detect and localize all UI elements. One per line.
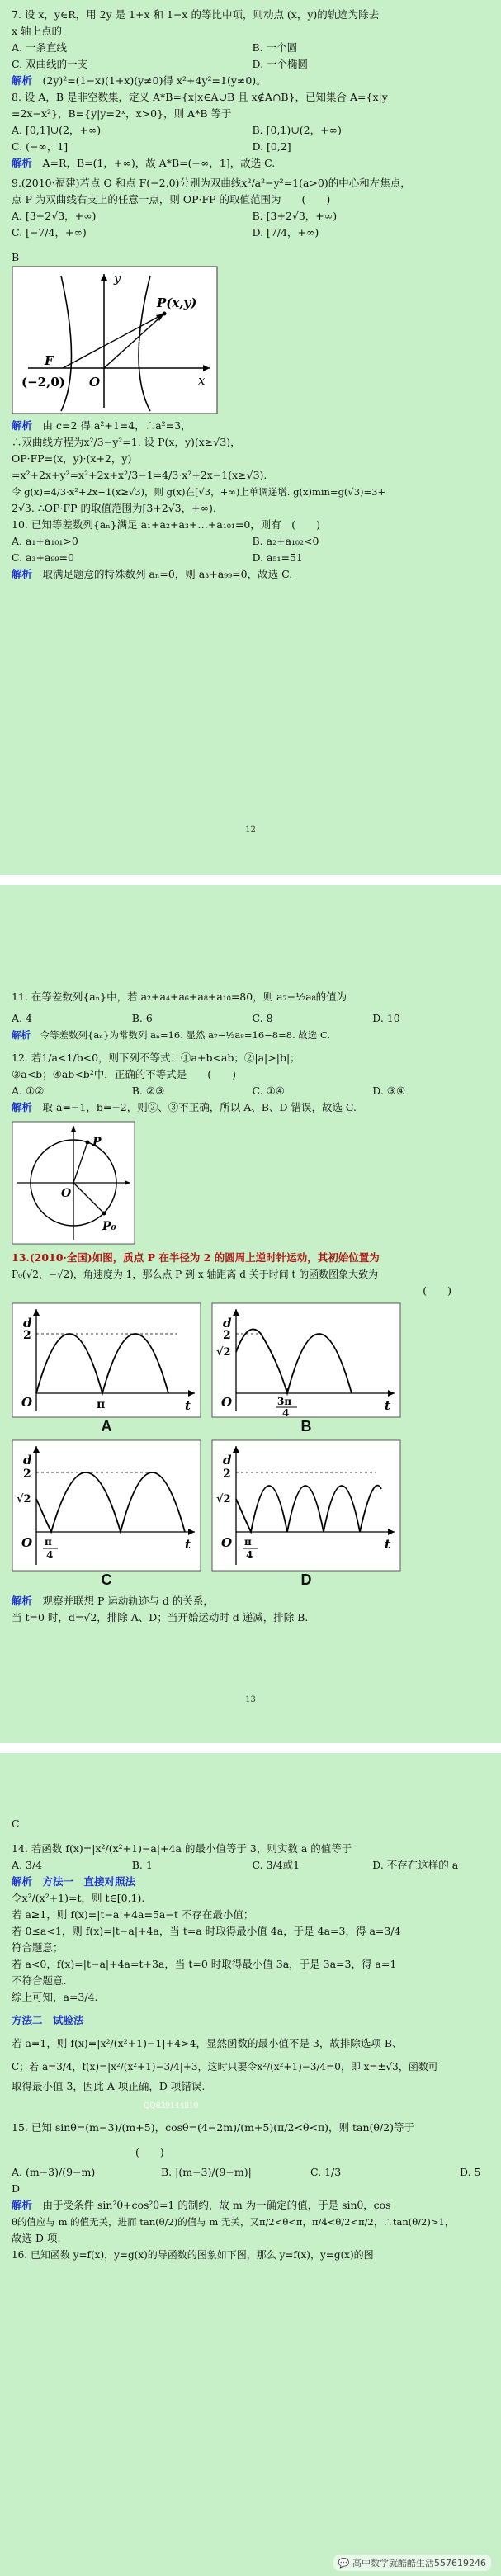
- option: C. ①④: [252, 1085, 285, 1097]
- q11-options: [12, 1010, 493, 1027]
- q14-solution-6: 不符合题意.: [12, 1974, 67, 1987]
- solution-label: 解析: [12, 157, 33, 169]
- graph-a: [12, 1302, 201, 1418]
- solution-text: 观察并联想 P 运动轨迹与 d 的关系，: [42, 1595, 214, 1607]
- option: A. 4: [12, 1012, 32, 1024]
- question-12: 12. 若1/a<1/b<0，则下列不等式：①a+b<ab；②|a|>|b|；: [12, 1052, 300, 1064]
- option: C. 8: [252, 1012, 273, 1024]
- solution-label: 解析: [12, 1029, 31, 1041]
- option: D. [0,2]: [252, 140, 291, 153]
- solution-label: 解析: [12, 2199, 33, 2211]
- y-tick-sqrt2: √2: [17, 1493, 31, 1505]
- q13-solution-2: 当 t=0 时，d=√2，排除 A、D；当开始运动时 d 递减，排除 B.: [12, 1611, 309, 1624]
- q13-solution: [12, 1593, 493, 1609]
- t-axis-label: t: [385, 1537, 390, 1552]
- method-title: 方法一 直接对照法: [42, 1875, 136, 1888]
- q15-solution-1: [12, 2197, 493, 2214]
- graph-d: [211, 1439, 401, 1572]
- solution-text: 由 c=2 得 a²+1=4，∴a²=3，: [42, 419, 191, 432]
- option: A. ①②: [12, 1085, 45, 1097]
- graph-b-label: B: [300, 1418, 312, 1435]
- graph-c: [12, 1439, 201, 1572]
- q9-options-2: [12, 225, 493, 241]
- q15-solution-2: θ的值应与 m 的值无关，进而 tan(θ/2)的值与 m 无关，又π/2<θ<π，π/4<θ/2<π/2，∴tan(θ/2)>1，: [12, 2216, 455, 2228]
- q9-solution-4: =x²+2x+y²=x²+2x+x²/3−1=4/3·x²+2x−1(x≥√3).: [12, 469, 267, 481]
- t-axis-label: t: [185, 1398, 191, 1413]
- option: B. a₂+a₁₀₂<0: [252, 535, 319, 547]
- solution-text: 令等差数列{aₙ}为常数列 aₙ=16. 显然 a₇−½a₈=16−8=8. 故选 C.: [40, 1029, 331, 1041]
- page-gap: [0, 875, 501, 885]
- d-axis-label: d: [23, 1316, 32, 1331]
- option: A. [0,1]∪(2，+∞): [12, 124, 102, 136]
- origin-label: O: [21, 1535, 33, 1550]
- t-axis-label: t: [385, 1398, 390, 1413]
- x-axis-label: x: [198, 373, 206, 388]
- point-p0-label: P₀: [102, 1220, 116, 1233]
- page-13: [0, 885, 501, 1743]
- option: A. [3−2√3，+∞): [12, 210, 97, 222]
- d-axis-label: d: [223, 1453, 232, 1468]
- solution-text: 由于受条件 sin²θ+cos²θ=1 的制约，故 m 为一确定的值，于是 sinθ，cos: [42, 2199, 391, 2211]
- q9-options: [12, 208, 493, 225]
- watermark-text: 高中数学就酷酷生活557619246: [352, 2558, 486, 2569]
- page-number: 13: [245, 1695, 256, 1704]
- q14-solution-9: C；若 a=3/4，f(x)=|x²/(x²+1)−3/4|+3，这时只要令x²/(x²+1)−3/4=0，即 x=±√3，函数可: [12, 2061, 438, 2073]
- y-axis-label: y: [114, 271, 121, 286]
- q9-solution-2: ∴双曲线方程为x²/3−y²=1. 设 P(x，y)(x≥√3)，: [12, 436, 241, 448]
- page-14: [0, 1753, 501, 2576]
- y-tick-2: 2: [23, 1468, 31, 1481]
- q15-solution-3: 故选 D 项.: [12, 2232, 61, 2244]
- question-9: 9.(2010·福建)若点 O 和点 F(−2,0)分别为双曲线x²/a²−y²=1(a>0)的中心和左焦点，: [12, 177, 411, 189]
- option: C. 3/4或1: [252, 1859, 300, 1871]
- origin-label: O: [221, 1395, 233, 1410]
- point-p-label: P(x,y): [157, 295, 197, 310]
- q14-solution-3: 若 0≤a<1，则 f(x)=|t−a|+4a，当 t=a 时取得最小值 4a，于是 4a=3，得 a=3/4: [12, 1925, 401, 1937]
- q13-answer: C: [12, 1817, 20, 1830]
- graph-labels-1: [12, 1418, 493, 1435]
- graph-c-label: C: [101, 1572, 112, 1588]
- wechat-icon: 💬: [338, 2558, 350, 2569]
- point-f-label: F: [45, 353, 54, 368]
- q14-solution-7: 综上可知，a=3/4.: [12, 1991, 98, 2003]
- q8-solution: [12, 155, 493, 172]
- option: B. 1: [131, 1859, 153, 1871]
- solution-label: 解析: [12, 1875, 33, 1888]
- question-13: [12, 1250, 493, 1266]
- solution-label: 解析: [12, 568, 33, 580]
- solution-label: 解析: [12, 419, 33, 432]
- question-9-cont: 点 P 为双曲线右支上的任意一点，则 OP·FP 的取值范围为 ( ): [12, 193, 331, 206]
- option: A. (m−3)/(9−m): [12, 2166, 96, 2178]
- page-number: 12: [245, 825, 256, 834]
- option: B. ②③: [131, 1085, 165, 1097]
- question-15: 15. 已知 sinθ=(m−3)/(m+5)，cosθ=(4−2m)/(m+5)(π/2<θ<π)，则 tan(θ/2)等于: [12, 2121, 415, 2134]
- option: C. 1/3: [310, 2166, 342, 2178]
- q14-method-1: [12, 1874, 493, 1890]
- option: D. 不存在这样的 a: [372, 1859, 459, 1871]
- y-tick-sqrt2: √2: [216, 1493, 231, 1505]
- question-13-cont: P₀(√2，−√2)，角速度为 1，那么点 P 到 x 轴距离 d 关于时间 t 的函数图象大致为: [12, 1269, 379, 1280]
- q14-solution-8: 若 a=1，则 f(x)=|x²/(x²+1)−1|+4>4，显然函数的最小值不是 3，故排除选项 B、: [12, 2037, 403, 2049]
- solution-label: 解析: [12, 74, 33, 87]
- q14-method-2: [12, 2012, 493, 2029]
- graph-d-label: D: [300, 1572, 312, 1588]
- q9-solution-3: OP·FP=(x，y)·(x+2，y): [12, 452, 132, 465]
- q14-solution-2: 若 a≥1，则 f(x)=|t−a|+4a=5a−t 不存在最小值；: [12, 1908, 254, 1921]
- option: C. [−7/4，+∞): [12, 226, 87, 239]
- q10-options-2: [12, 550, 493, 566]
- page-gap: [0, 1743, 501, 1753]
- x-tick-3pi: 3π: [277, 1396, 292, 1407]
- option: A. 3/4: [12, 1859, 43, 1871]
- option: C. 双曲线的一支: [12, 58, 88, 70]
- page-12: [0, 0, 501, 875]
- question-14: 14. 若函数 f(x)=|x²/(x²+1)−a|+4a 的最小值等于 3，则实数 a 的值等于: [12, 1842, 352, 1855]
- question-10: 10. 已知等差数列{aₙ}满足 a₁+a₂+a₃+…+a₁₀₁=0，则有 ( ): [12, 518, 321, 531]
- q11-solution: [12, 1027, 493, 1043]
- solution-text: A=R，B=(1，+∞)，故 A*B=(−∞，1]，故选 C.: [42, 157, 276, 169]
- d-axis-label: d: [23, 1453, 32, 1468]
- q14-solution-1: 令x²/(x²+1)=t，则 t∈[0,1).: [12, 1892, 145, 1904]
- origin-label: O: [89, 375, 101, 390]
- x-tick-pi: π: [244, 1536, 252, 1548]
- q9-answer: B: [12, 251, 20, 263]
- question-7: 7. 设 x，y∈R，用 2y 是 1+x 和 1−x 的等比中项，则动点 (x，y)的轨迹为除去: [12, 8, 380, 21]
- option: B. |(m−3)/(9−m)|: [161, 2166, 252, 2178]
- figure-watermark: QQ839144810: [135, 341, 191, 349]
- question-13-text: 13.(2010·全国)如图，质点 P 在半径为 2 的圆周上逆时针运动，其初始位置为: [12, 1251, 380, 1264]
- option: B. 6: [131, 1012, 153, 1024]
- x-tick-pi: π: [45, 1536, 52, 1548]
- q7-options-2: [12, 56, 493, 73]
- q9-solution-6: 2√3. ∴OP·FP 的取值范围为[3+2√3，+∞).: [12, 502, 216, 514]
- q7-options: [12, 40, 493, 56]
- mid-watermark: QQ839144810: [144, 2102, 199, 2110]
- solution-text: (2y)²=(1−x)(1+x)(y≠0)得 x²+4y²=1(y≠0)。: [42, 74, 267, 87]
- q10-solution: [12, 566, 493, 583]
- question-11: 11. 在等差数列{aₙ}中，若 a₂+a₄+a₆+a₈+a₁₀=80，则 a₇−½a₈的值为: [12, 990, 347, 1003]
- question-8: 8. 设 A，B 是非空数集，定义 A*B={x|x∈A∪B 且 x∉A∩B}，已知集合 A={x|y: [12, 91, 388, 103]
- solution-text: 取满足题意的特殊数列 aₙ=0，则 a₃+a₉₉=0，故选 C.: [42, 568, 293, 580]
- option: A. 一条直线: [12, 41, 67, 54]
- option: C. (−∞，1]: [12, 140, 69, 153]
- point-f-coord: (−2,0): [21, 375, 65, 390]
- solution-text: 取 a=−1，b=−2，则②、③不正确，所以 A、B、D 错误，故选 C.: [42, 1101, 357, 1113]
- graph-row-2: [12, 1439, 493, 1572]
- point-p-label: P: [92, 1136, 102, 1149]
- q8-options-2: [12, 139, 493, 155]
- option: B. [3+2√3，+∞): [252, 210, 338, 222]
- circle-figure: [12, 1121, 135, 1245]
- account-watermark: [333, 2555, 491, 2571]
- q10-options: [12, 533, 493, 550]
- option: D. 5: [460, 2166, 481, 2178]
- q14-solution-4: 符合题意；: [12, 1941, 64, 1954]
- question-7-cont: x 轴上点的: [12, 25, 63, 37]
- x-tick-denominator: 4: [46, 1549, 54, 1561]
- y-tick-sqrt2: √2: [216, 1346, 231, 1359]
- y-tick-2: 2: [223, 1468, 231, 1481]
- option: A. a₁+a₁₀₁>0: [12, 535, 78, 547]
- solution-label: 解析: [12, 1101, 33, 1113]
- q15-options: [12, 2164, 493, 2181]
- solution-label: 解析: [12, 1595, 33, 1607]
- q14-options: [12, 1857, 493, 1874]
- origin-label: O: [221, 1535, 233, 1550]
- y-tick-2: 2: [23, 1329, 31, 1342]
- y-tick-2: 2: [223, 1329, 231, 1342]
- option: D. a₅₁=51: [252, 551, 303, 564]
- q9-solution-1: [12, 418, 493, 434]
- method-title: 方法二 试验法: [12, 2014, 84, 2026]
- d-axis-label: d: [223, 1316, 232, 1331]
- q8-options: [12, 122, 493, 139]
- option: D. ③④: [372, 1085, 406, 1097]
- question-8-cont: =2x−x²}，B={y|y=2ˣ，x>0}，则 A*B 等于: [12, 107, 232, 120]
- q12-options: [12, 1083, 493, 1099]
- option: D. [7/4，+∞): [252, 226, 319, 239]
- origin-label: O: [21, 1395, 33, 1410]
- q15-answer: D: [12, 2182, 21, 2195]
- option: B. 一个圆: [252, 41, 298, 54]
- x-tick-denominator: 4: [282, 1407, 290, 1418]
- question-13-paren: ( ): [423, 1284, 451, 1297]
- option: D. 10: [372, 1012, 400, 1024]
- graph-a-label: A: [101, 1418, 112, 1435]
- q14-solution-10: 取得最小值 3，因此 A 项正确，D 项错误.: [12, 2080, 206, 2092]
- option: C. a₃+a₉₉=0: [12, 551, 74, 564]
- hyperbola-figure: [12, 266, 218, 414]
- q9-solution-5: 令 g(x)=4/3·x²+2x−1(x≥√3)，则 g(x)在[√3，+∞)上单调递增. g(x)min=g(√3)=3+: [12, 486, 386, 498]
- question-15-paren: ( ): [135, 2146, 164, 2158]
- graph-row-1: [12, 1302, 493, 1418]
- x-tick-pi: π: [97, 1398, 106, 1411]
- t-axis-label: t: [185, 1537, 191, 1552]
- x-tick-denominator: 4: [246, 1549, 253, 1561]
- graph-b: [211, 1302, 401, 1418]
- q7-solution: [12, 73, 493, 89]
- q14-solution-5: 若 a<0，f(x)=|t−a|+4a=t+3a，当 t=0 时取得最小值 3a，于是 3a=3，得 a=1: [12, 1958, 397, 1970]
- option: B. [0,1)∪(2，+∞): [252, 124, 342, 136]
- origin-label: O: [61, 1187, 72, 1200]
- option: D. 一个椭圆: [252, 58, 309, 70]
- graph-labels-2: [12, 1572, 493, 1588]
- question-12-cont: ③a<b；④ab<b²中，正确的不等式是 ( ): [12, 1068, 237, 1080]
- q12-solution: [12, 1099, 493, 1116]
- question-16: 16. 已知函数 y=f(x)，y=g(x)的导函数的图象如下图，那么 y=f(x)，y=g(x)的图: [12, 2249, 374, 2261]
